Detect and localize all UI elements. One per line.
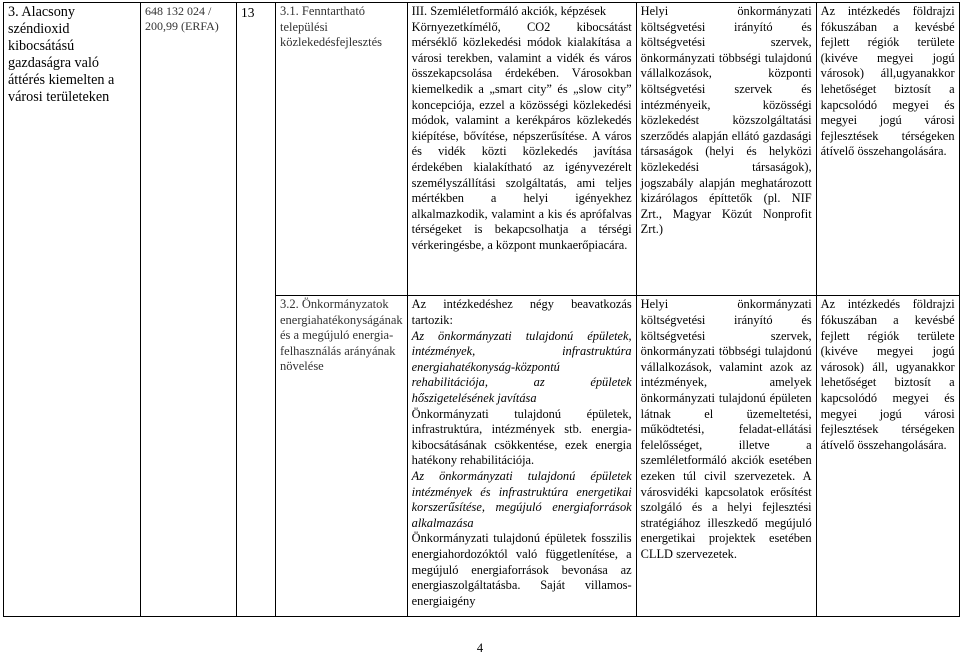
beneficiaries-cell-1 — [636, 3, 816, 296]
description-paragraph-italic: Az önkormányzati tulajdonú épületek intézmények és infrastruktúra energetikai korszerűsítése, megújuló energiaforrások alkalmazása — [411, 469, 632, 530]
territorial-text-2: Az intézkedés földrajzi fókuszában a kevésbé fejlett régiók területe (kivéve megyei jogú városok) áll, ugyanakkor lehetőséget biztosít a kapcsolódó megyei és megyei jogú városi fejlesztések térségeken átívelő összehangolására. — [820, 297, 955, 452]
description-paragraph: Az intézkedéshez négy beavatkozás tartozik: — [411, 297, 632, 328]
priority-axis-cell — [4, 3, 141, 617]
measure-text-2: 3.2. Önkormányzatok energiahatékonyságának és a megújuló energia-felhasználás arányának növelése — [280, 297, 403, 374]
measure-cell-2 — [276, 296, 408, 617]
operational-program-table — [3, 2, 960, 617]
description-paragraph: Környezetkímélő, CO2 kibocsátást mérséklő közlekedési módok kialakítása a városi terekben, valamint a vidék és város összekapcsolása érdekében. Városokban kiemelkedik a „smart city” és „slow city” koncepciója, ezzel a közösségi közlekedési módok, valamint a kerékpáros közlekedés kiépítése, bővítése, népszerűsítése. A város és vidék közti közlekedés javítása érdekében kialakítható az igényvezérelt személyszállítási szolgáltatás, ami teljes mértékben a helyi igényekhez alkalmazkodik, valamint a kis és aprófalvas térségeket is bekapcsolhatja a térségi vérkeringésbe, a központ munkaerőpiacára. — [411, 19, 632, 252]
description-cell-1 — [407, 3, 636, 296]
description-paragraph: Önkormányzati tulajdonú épületek fosszilis energiahordozóktól való függetlenítése, a megújuló energiaforrások bevonása az energiaszolgáltatásba. Saját villamos-energiaigény — [411, 531, 632, 608]
beneficiaries-text-1: Helyi önkormányzati költségvetési irányító és költségvetési szervek, önkormányzati többségi tulajdonú vállalkozások, központi költségvetési szervek és intézményeik, közösségi közlekedést közszolgáltatási szerződés alapján ellátó gazdasági társaságok (helyi és helyközi közlekedési társaságok), jogszabály alapján meghatározott kizárólagos építtetők (pl. NIF Zrt., Magyar Közút Nonprofit Zrt.) — [640, 4, 812, 237]
territorial-cell-2 — [816, 296, 959, 617]
beneficiaries-text-2: Helyi önkormányzati költségvetési irányító és költségvetési szervek, önkormányzati többségi tulajdonú vállalkozások, valamint azok az intézmények, amelyek önkormányzati tulajdonú épületen látnak el üzemeltetési, működtetési, feladat-ellátási felelősséget, illetve a szemléletformáló akciók esetében ezeken túl civil szervezetek. A városvidéki kapcsolatok erősítést szolgáló és a helyi fejlesztési stratégiához illeszkedő megújuló energetikai projektek esetében CLLD szervezetek. — [640, 297, 812, 561]
page-number: 4 — [476, 641, 484, 655]
territorial-cell-1 — [816, 3, 959, 296]
table-row — [4, 3, 960, 296]
measure-text-1: 3.1. Fenntartható települési közlekedésfejlesztés — [280, 4, 383, 49]
description-cell-2 — [407, 296, 636, 617]
budget-cell — [141, 3, 237, 617]
number-cell — [237, 3, 276, 617]
territorial-text-1: Az intézkedés földrajzi fókuszában a kevésbé fejlett régiók területe (kivéve megyei jogú városok) áll,ugyanakkor lehetőséget biztosít a kapcsolódó megyei és megyei jogú városi fejlesztések térségeken átívelő összehangolására. — [820, 4, 955, 159]
measure-cell-1 — [276, 3, 408, 296]
description-paragraph: Önkormányzati tulajdonú épületek, infrastruktúra, intézmények stb. energia-kibocsátásának csökkentése, ezek energia hatékony rehabilitációja. — [411, 406, 632, 468]
description-paragraph: III. Szemléletformáló akciók, képzések — [411, 4, 607, 18]
budget-text: 648 132 024 / 200,99 (ERFA) — [145, 4, 219, 33]
description-paragraph-italic: Az önkormányzati tulajdonú épületek, intézmények, infrastruktúra energiahatékonyság-központú rehabilitációja, az épületek hőszigetelésének javítása — [411, 328, 632, 406]
beneficiaries-cell-2 — [636, 296, 816, 617]
priority-axis-text: 3. Alacsony széndioxid kibocsátású gazdaságra való áttérés kiemelten a városi területeken — [8, 4, 115, 105]
number-text: 13 — [241, 5, 255, 20]
